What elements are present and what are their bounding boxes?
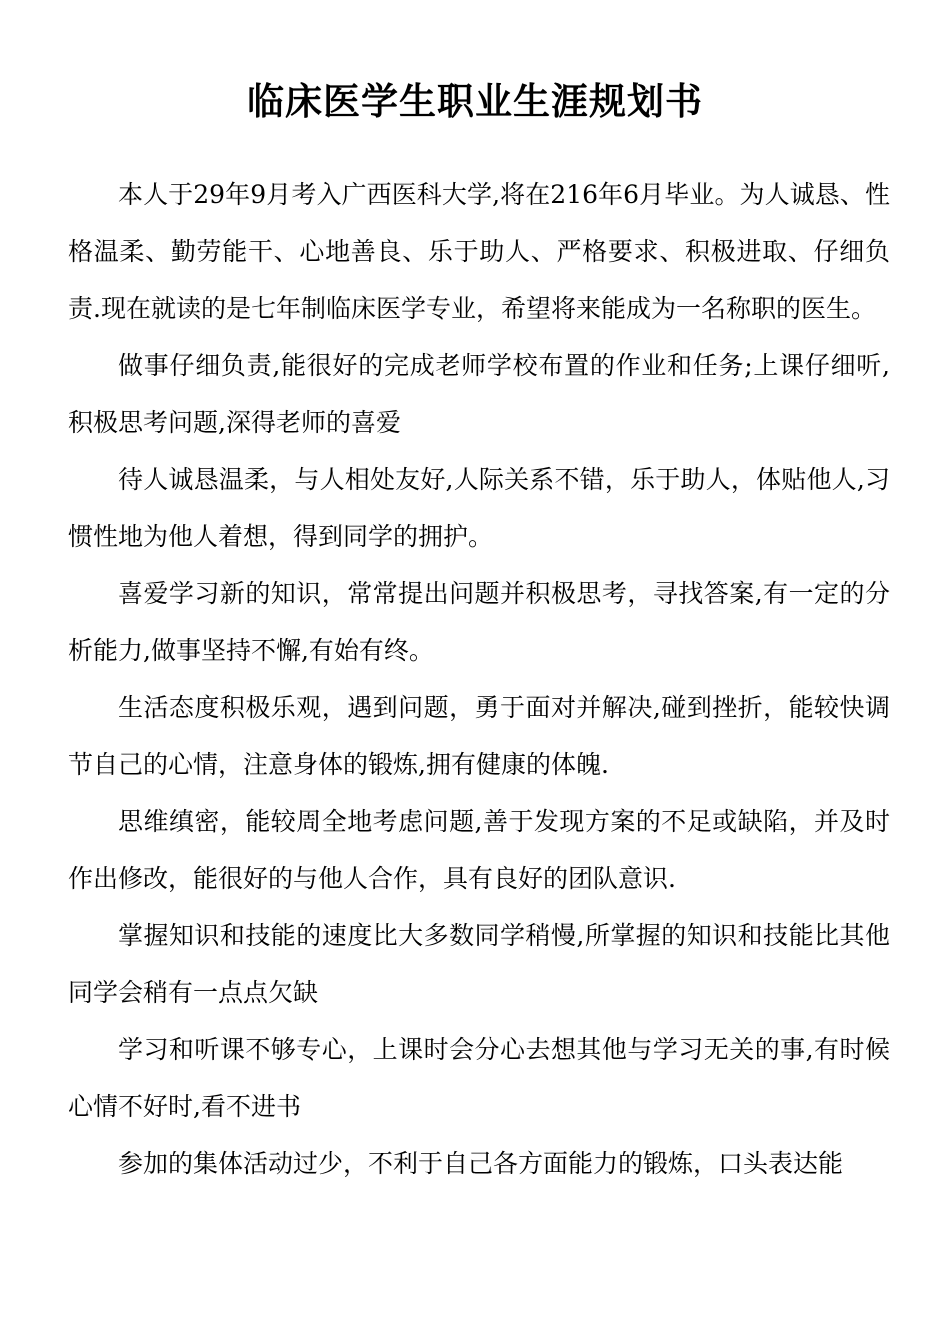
paragraph-interpersonal: 待人诚恳温柔，与人相处友好,人际关系不错，乐于助人，体贴他人,习惯性地为他人着想，得到同学的拥护。 [68, 465, 890, 551]
paragraph-weakness-focus: 学习和听课不够专心，上课时会分心去想其他与学习无关的事,有时候心情不好时,看不进书 [68, 1035, 890, 1121]
paragraph-weakness-speed: 掌握知识和技能的速度比大多数同学稍慢,所掌握的知识和技能比其他同学会稍有一点点欠缺 [68, 921, 890, 1007]
paragraph-thinking: 思维缜密，能较周全地考虑问题,善于发现方案的不足或缺陷，并及时作出修改，能很好的与他人合作，具有良好的团队意识. [68, 807, 890, 893]
paragraph-work-attitude: 做事仔细负责,能很好的完成老师学校布置的作业和任务;上课仔细听,积极思考问题,深得老师的喜爱 [68, 351, 890, 437]
document-title: 临床医学生职业生涯规划书 [247, 80, 703, 123]
paragraph-weakness-activities: 参加的集体活动过少，不利于自己各方面能力的锻炼，口头表达能 [118, 1149, 844, 1178]
paragraph-life-attitude: 生活态度积极乐观，遇到问题，勇于面对并解决,碰到挫折，能较快调节自己的心情，注意身体的锻炼,拥有健康的体魄. [68, 693, 890, 779]
paragraph-learning: 喜爱学习新的知识，常常提出问题并积极思考，寻找答案,有一定的分析能力,做事坚持不懈,有始有终。 [68, 579, 890, 665]
paragraph-intro: 本人于29年9月考入广西医科大学,将在216年6月毕业。为人诚恳、性格温柔、勤劳能干、心地善良、乐于助人、严格要求、积极进取、仔细负责.现在就读的是七年制临床医学专业，希望将来能成为一名称职的医生。 [68, 180, 890, 323]
document-body [68, 166, 890, 1192]
